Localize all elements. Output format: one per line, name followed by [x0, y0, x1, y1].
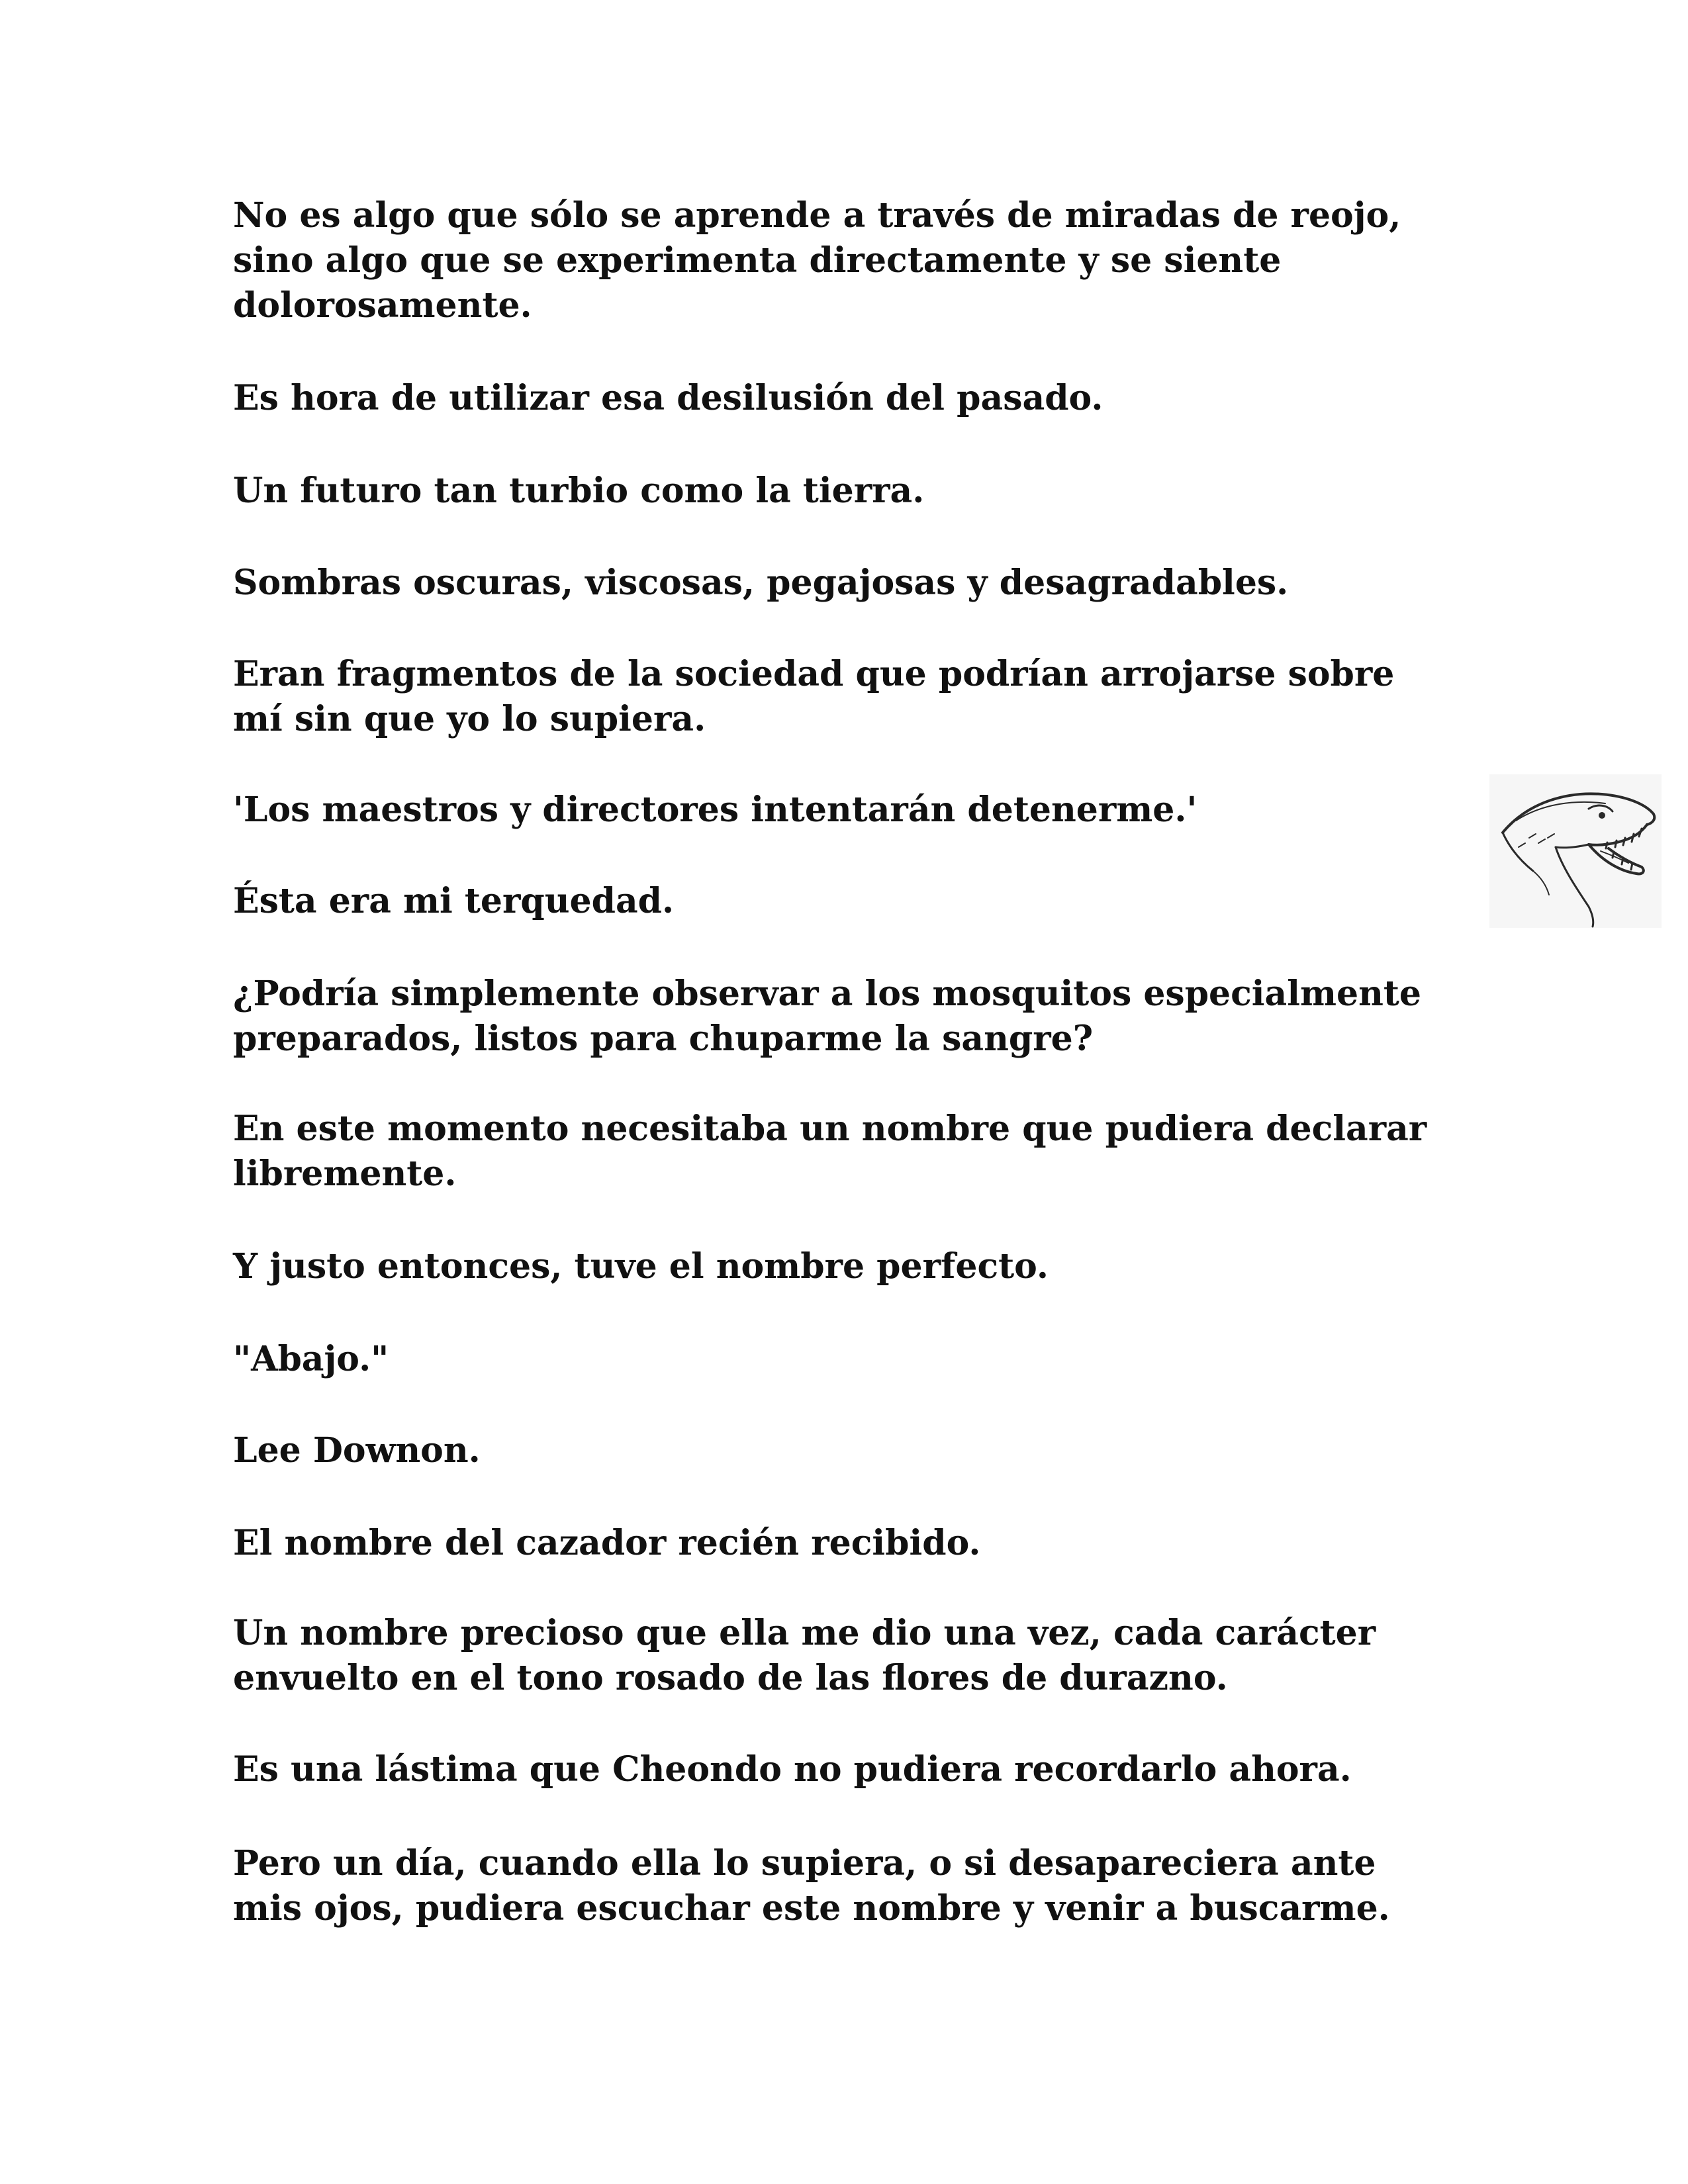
paragraph: Es una lástima que Cheondo no pudiera recordarlo ahora. [233, 1749, 1352, 1790]
paragraph: Pero un día, cuando ella lo supiera, o si desapareciera ante mis ojos, pudiera escuchar este nombre y venir a buscarme. [233, 1843, 1390, 1929]
paragraph: ¿Podría simplemente observar a los mosquitos especialmente preparados, listos para chuparme la sangre? [233, 974, 1422, 1059]
dinosaur-head-sketch-icon [1489, 774, 1662, 928]
paragraph: Un futuro tan turbio como la tierra. [233, 471, 925, 511]
paragraph: No es algo que sólo se aprende a través de miradas de reojo, sino algo que se experimenta directamente y se siente dolorosamente. [233, 195, 1401, 326]
paragraph: Un nombre precioso que ella me dio una vez, cada carácter envuelto en el tono rosado de las flores de durazno. [233, 1613, 1376, 1698]
paragraph: "Abajo." [233, 1339, 389, 1379]
paragraph: Es hora de utilizar esa desilusión del pasado. [233, 378, 1103, 418]
paragraph: Lee Downon. [233, 1430, 481, 1471]
paragraph: Eran fragmentos de la sociedad que podrían arrojarse sobre mí sin que yo lo supiera. [233, 654, 1395, 739]
paragraph: Y justo entonces, tuve el nombre perfecto. [233, 1246, 1049, 1287]
paragraph: El nombre del cazador recién recibido. [233, 1523, 981, 1563]
paragraph: 'Los maestros y directores intentarán detenerme.' [233, 790, 1197, 830]
paragraph: Sombras oscuras, viscosas, pegajosas y desagradables. [233, 563, 1289, 603]
paragraph: Ésta era mi terquedad. [233, 881, 675, 921]
paragraph: En este momento necesitaba un nombre que pudiera declarar libremente. [233, 1109, 1427, 1194]
